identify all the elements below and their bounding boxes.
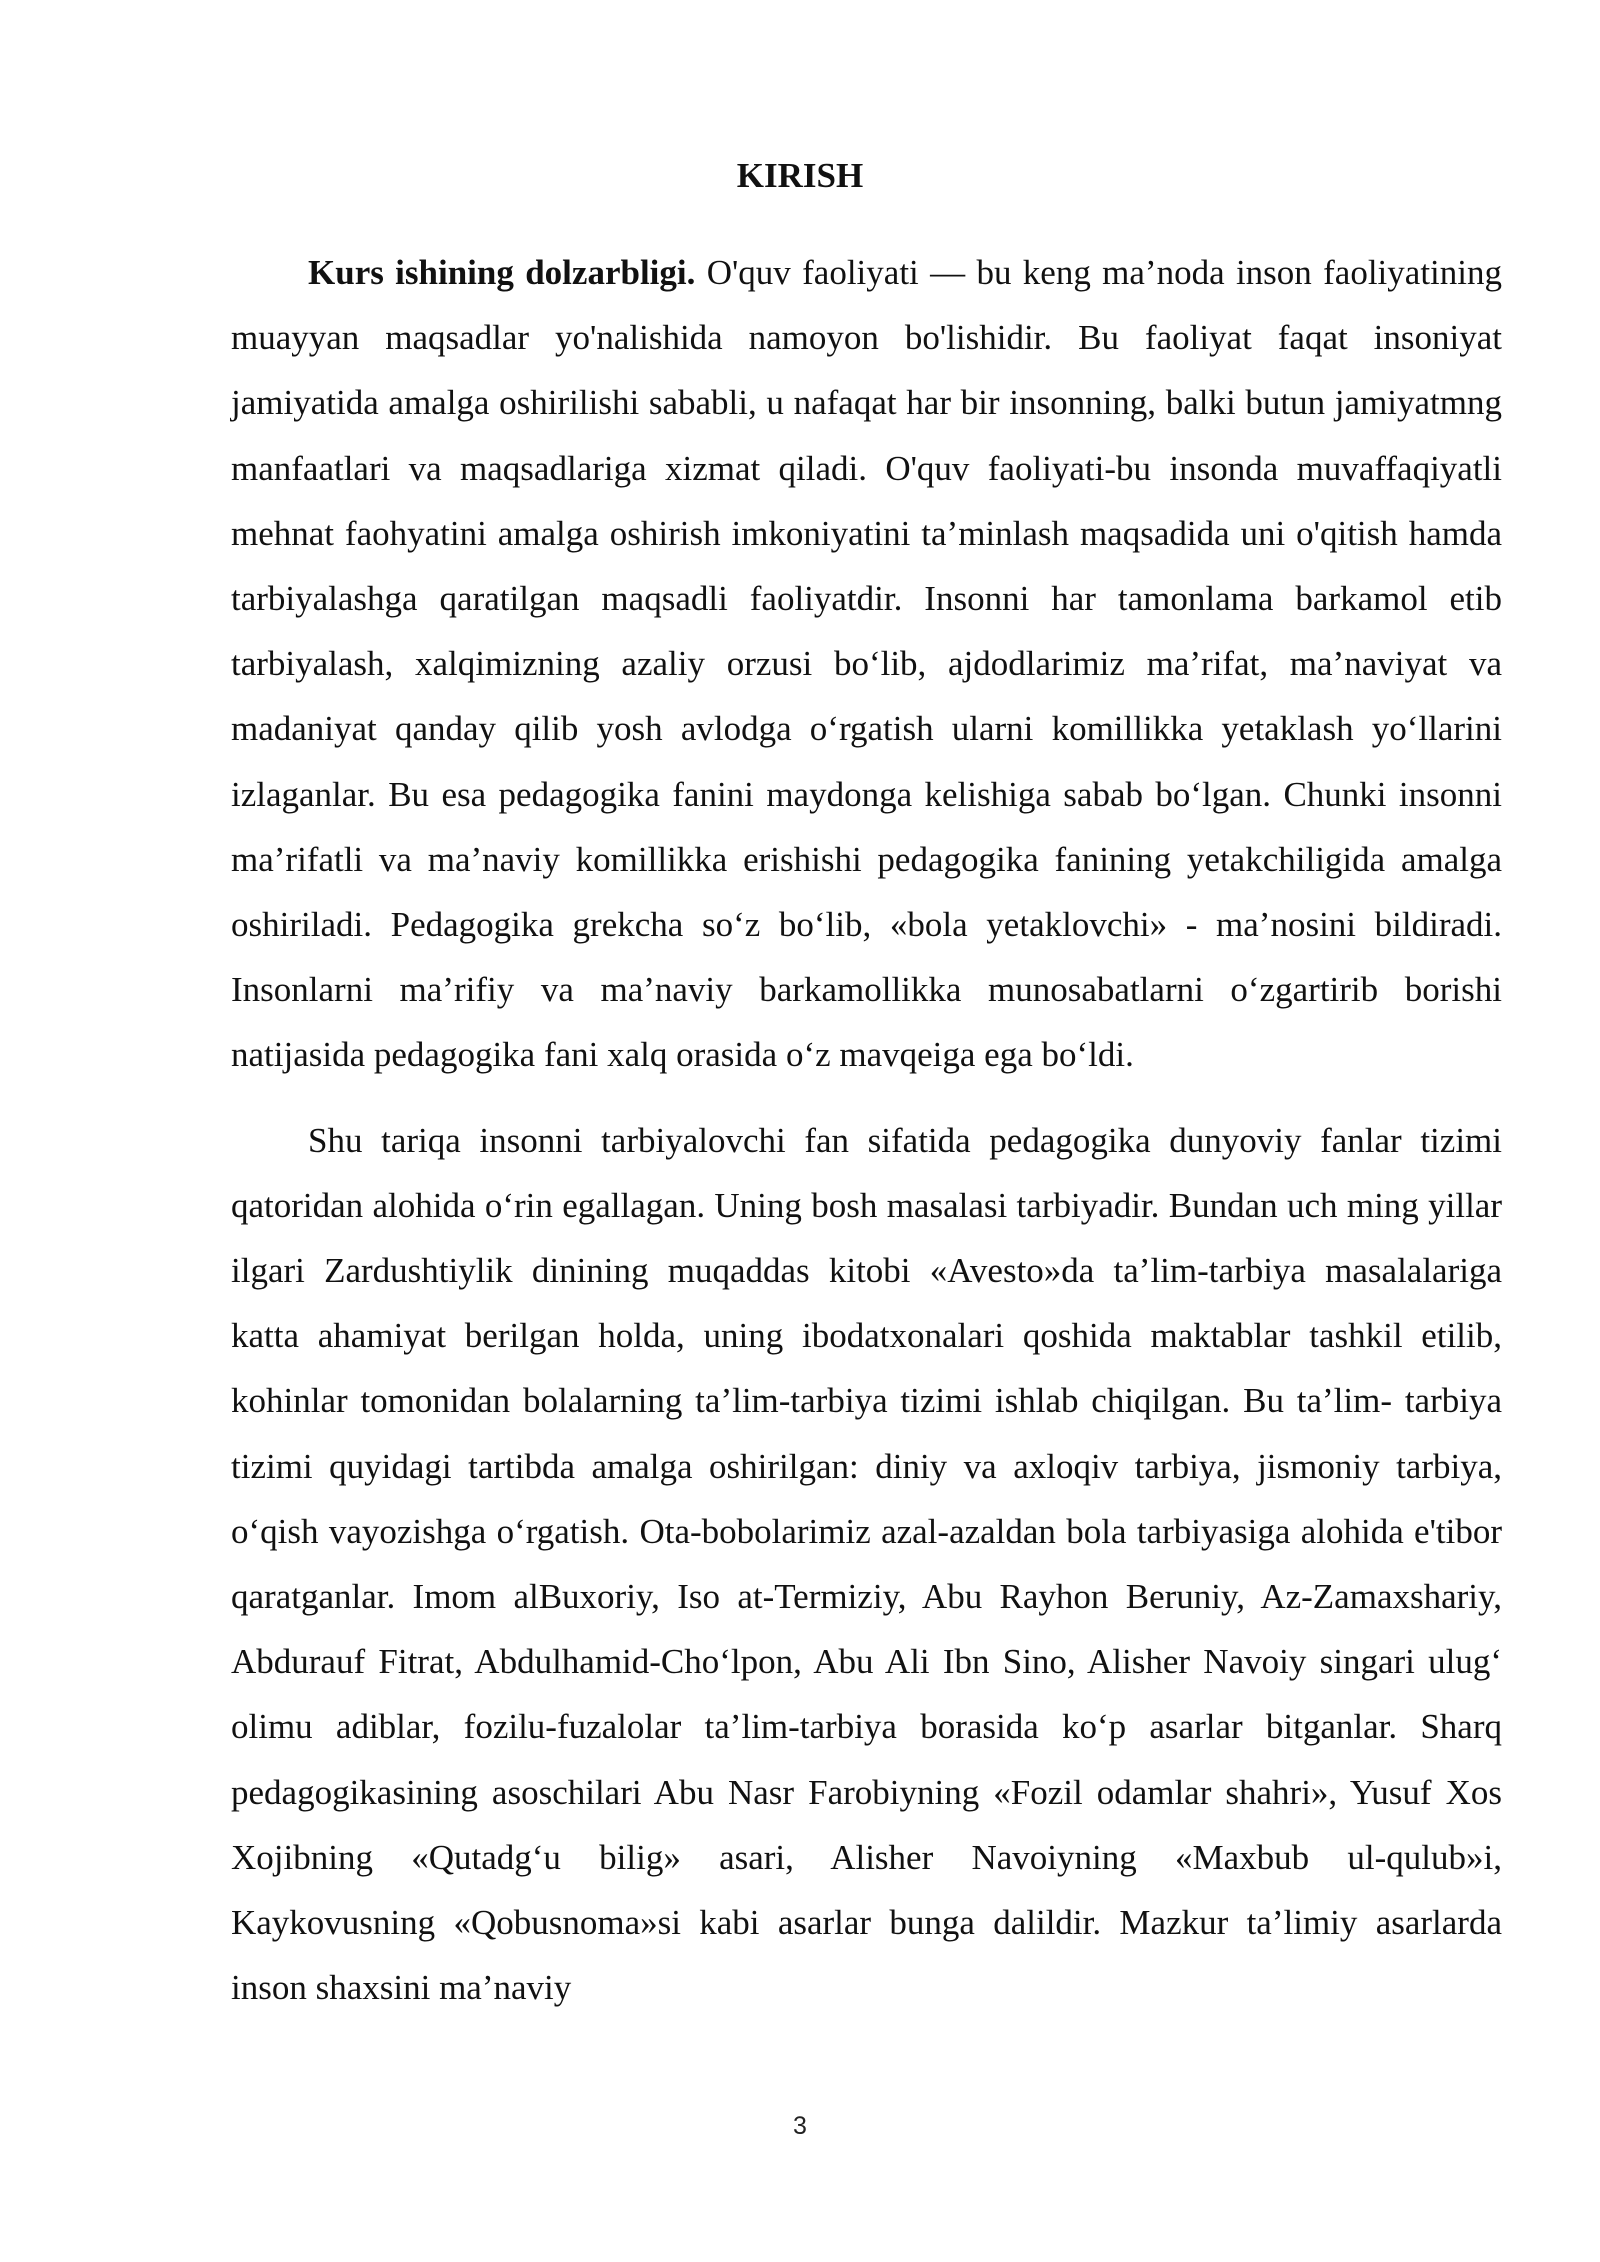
paragraph-relevance — [231, 240, 1502, 1088]
section-heading: KIRISH — [736, 156, 864, 195]
paragraph-history: Shu tariqa insonni tarbiyalovchi fan sifatida pedagogika dunyoviy fanlar tizimi qatoridan alohida o‘rin egallagan. Uning bosh masalasi tarbiyadir. Bundan uch ming yillar ilgari Zardushtiylik dinining muqaddas kitobi «Avesto»da ta’lim-tarbiya masalalariga katta ahamiyat berilgan holda, uning ibodatxonalari qoshida maktablar tashkil etilib, kohinlar tomonidan bolalarning ta’lim-tarbiya tizimi ishlab chiqilgan. Bu ta’lim- tarbiya tizimi quyidagi tartibda amalga oshirilgan: diniy va axloqiv tarbiya, jismoniy tarbiya, o‘qish vayozishga o‘rgatish. Ota-bobolarimiz azal-azaldan bola tarbiyasiga alohida e'tibor qaratganlar. Imom alBuxoriy, Iso at-Termiziy, Abu Rayhon Beruniy, Az-Zamaxshariy, Abdurauf Fitrat, Abdulhamid-Cho‘lpon, Abu Ali Ibn Sino, Alisher Navoiy singari ulug‘ olimu adiblar, fozilu-fuzalolar ta’lim-tarbiya borasida ko‘p asarlar bitganlar. Sharq pedagogikasining asoschilari Abu Nasr Farobiyning «Fozil odamlar shahri», Yusuf Xos Xojibning «Qutadg‘u bilig» asari, Alisher Navoiyning «Maxbub ul-qulub»i, Kaykovusning «Qobusnoma»si kabi asarlar bunga dalildir. Mazkur ta’limiy asarlarda inson shaxsini ma’naviy — [231, 1120, 1502, 2008]
paragraph-lead: Kurs ishining dolzarbligi. — [308, 253, 696, 292]
body-text — [231, 240, 1502, 2020]
page-number: 3 — [793, 2112, 807, 2140]
paragraph-text: O'quv faoliyati — bu keng ma’noda inson faoliyatining muayyan maqsadlar yo'nalishida namoyon bo'lishidir. Bu faoliyat faqat insoniyat jamiyatida amalga oshirilishi sababli, u nafaqat har bir insonning, balki butun jamiyatmng manfaatlari va maqsadlariga xizmat qiladi. O'quv faoliyati-bu insonda muvaffaqiyatli mehnat faohyatini amalga oshirish imkoniyatini ta’minlash maqsadida uni o'qitish hamda tarbiyalashga qaratilgan maqsadli faoliyatdir. Insonni har tamonlama barkamol etib tarbiyalash, xalqimizning azaliy orzusi bo‘lib, ajdodlarimiz ma’rifat, ma’naviyat va madaniyat qanday qilib yosh avlodga o‘rgatish ularni komillikka yetaklash yo‘llarini izlaganlar. Bu esa pedagogika fanini maydonga kelishiga sabab bo‘lgan. Chunki insonni ma’rifatli va ma’naviy komillikka erishishi pedagogika fanining yetakchiligida amalga oshiriladi. Pedagogika grekcha so‘z bo‘lib, «bola yetaklovchi» - ma’nosini bildiradi. Insonlarni ma’rifiy va ma’naviy barkamollikka munosabatlarni o‘zgartirib borishi natijasida pedagogika fani xalq orasida o‘z mavqeiga ega bo‘ldi. — [231, 253, 1502, 1075]
